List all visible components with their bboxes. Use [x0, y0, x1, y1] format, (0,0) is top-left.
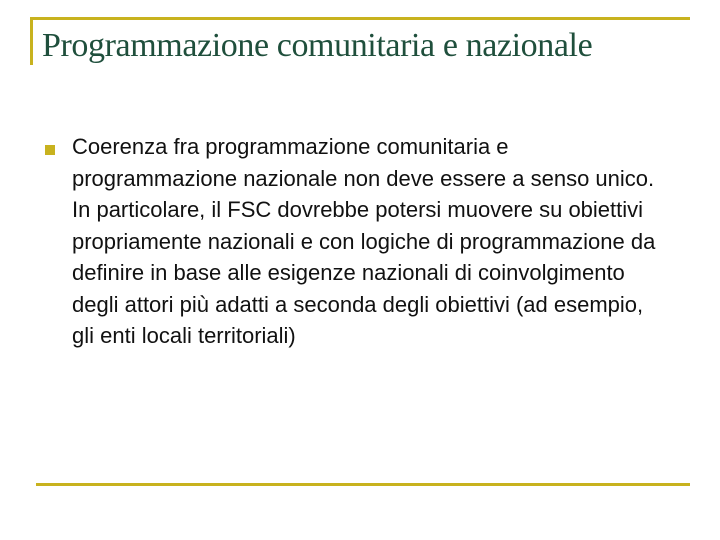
footer-rule — [36, 483, 690, 486]
slide-title: Programmazione comunitaria e nazionale — [42, 27, 593, 64]
title-frame-top-rule — [30, 17, 690, 20]
bullet-text: Coerenza fra programmazione comunitaria e programmazione nazionale non deve essere a senso unico. In particolare, il FSC dovrebbe potersi muovere su obiettivi propriamente nazionali e con logiche di programmazione da definire in base alle esigenze nazionali di coinvolgimento degli attori più adatti a seconda degli obiettivi (ad esempio, gli enti locali territoriali) — [72, 134, 656, 348]
square-bullet-icon — [45, 145, 55, 155]
bullet-item — [42, 131, 662, 352]
bullet-list — [42, 131, 662, 352]
title-frame-left-rule — [30, 17, 33, 65]
